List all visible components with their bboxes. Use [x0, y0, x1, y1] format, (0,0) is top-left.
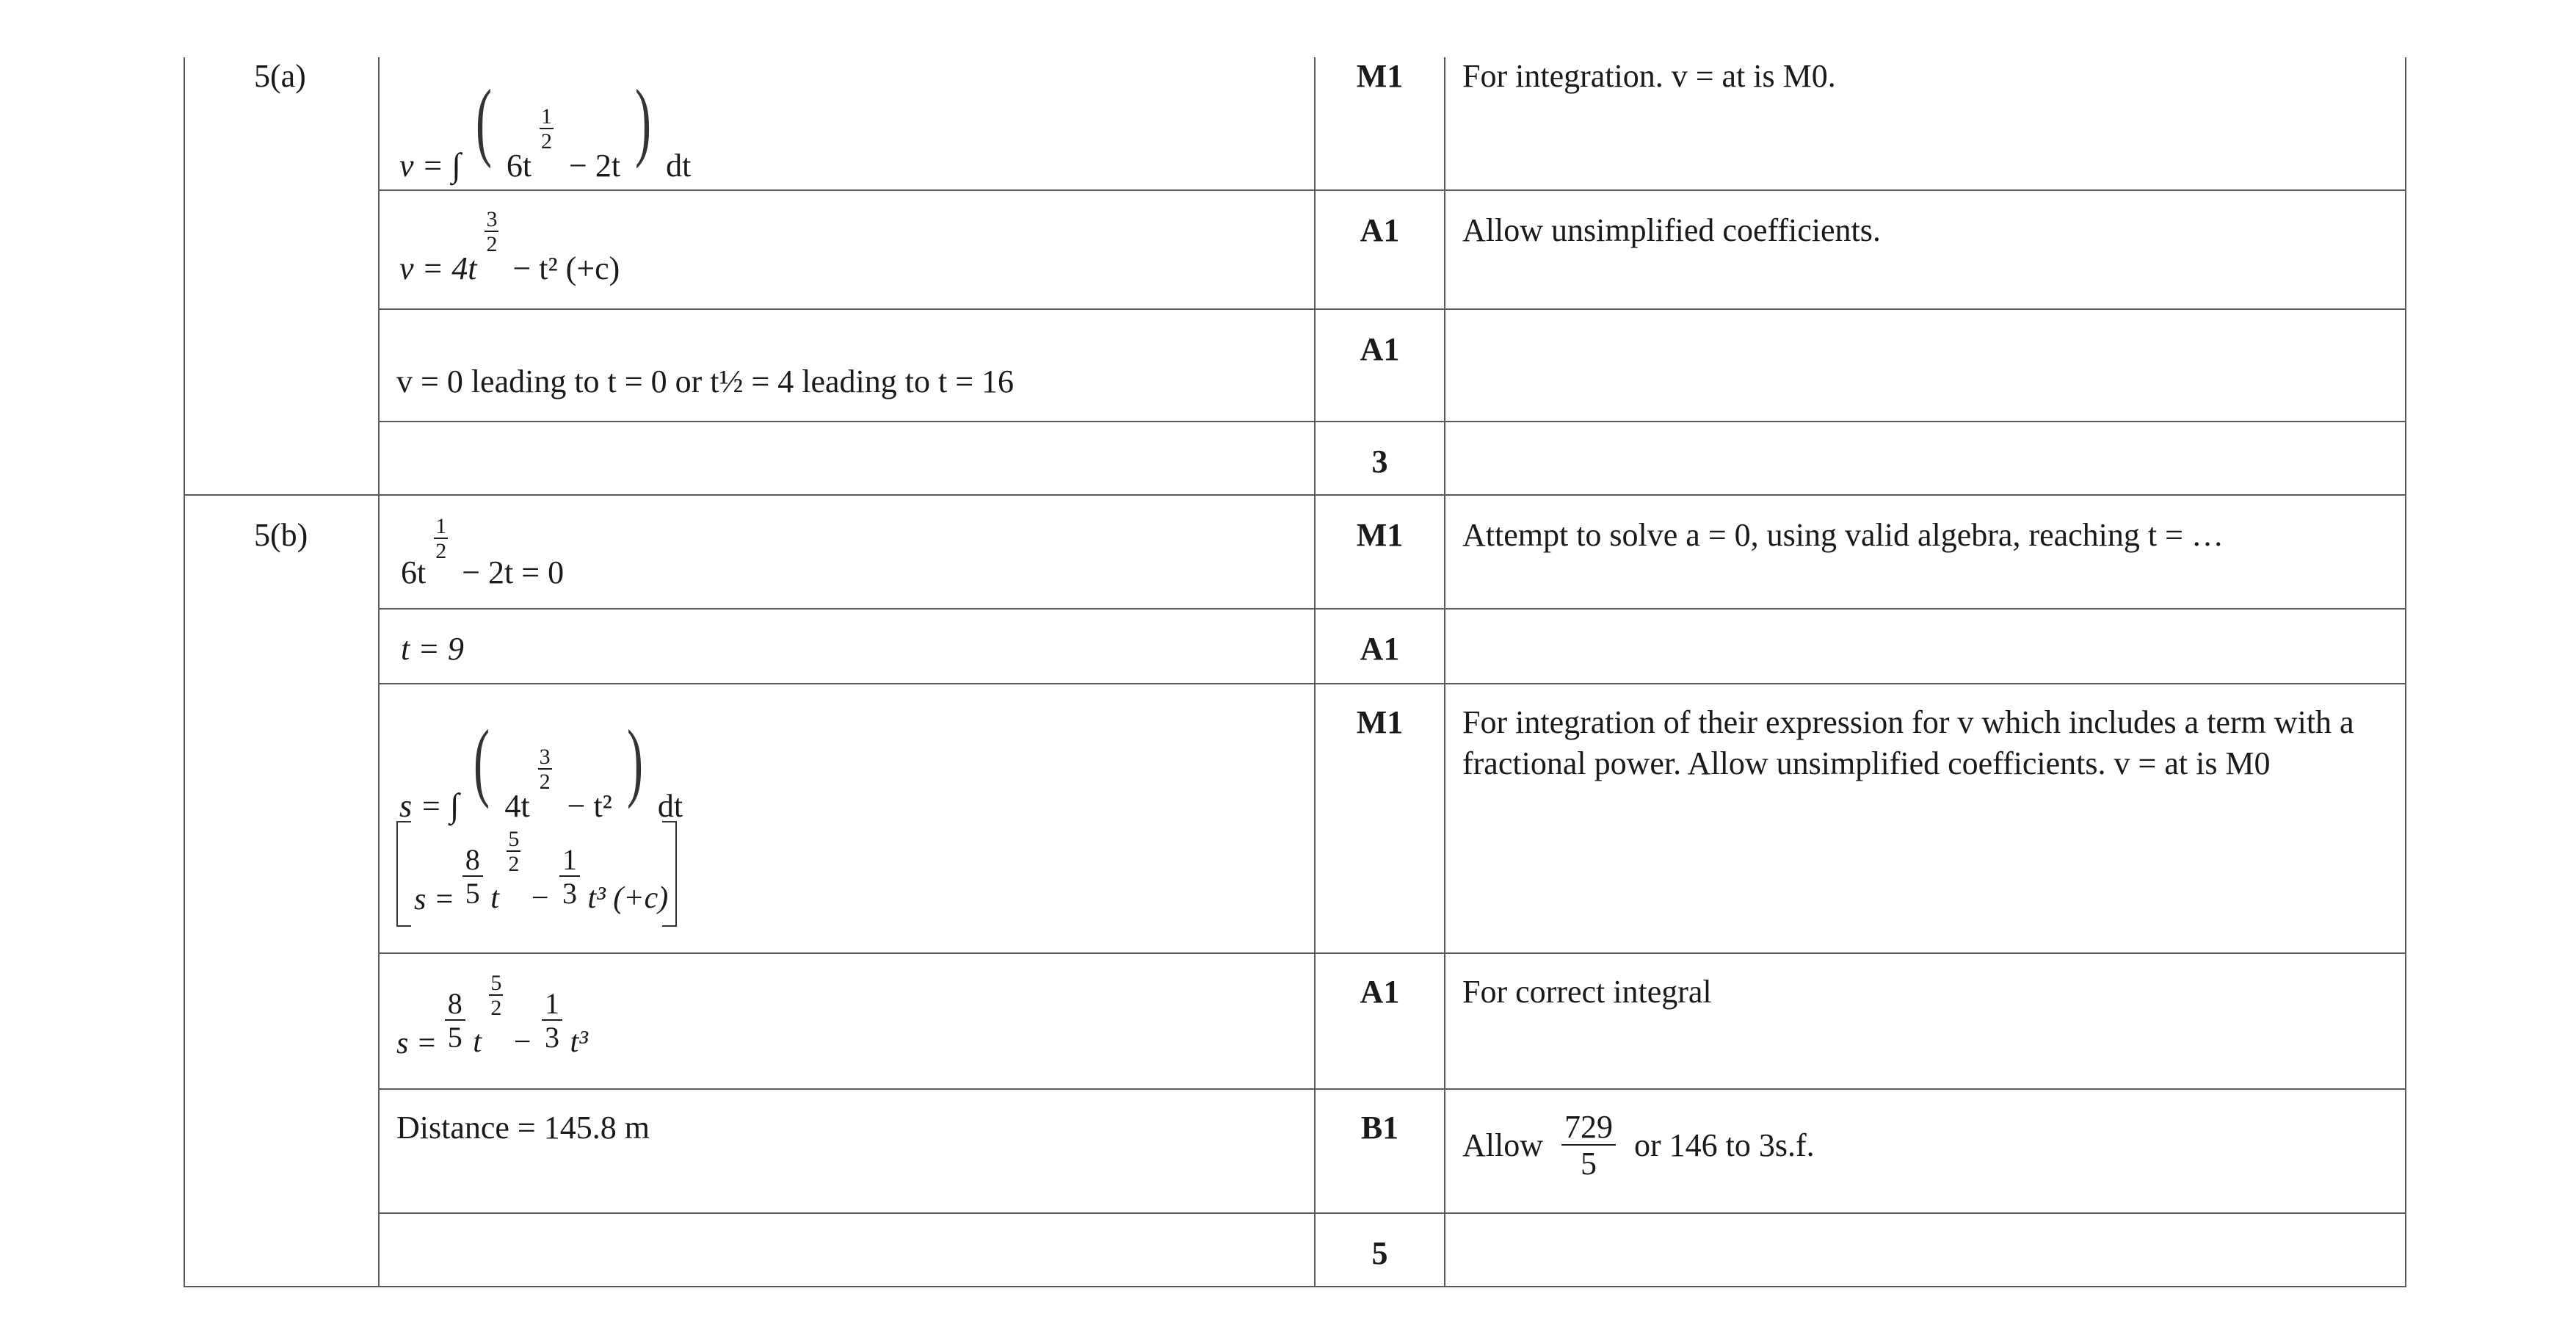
math-variable: t	[490, 880, 499, 915]
answer-expression	[399, 207, 620, 287]
fraction-denominator: 3	[559, 875, 580, 909]
table-border-right	[2405, 57, 2406, 1287]
row-divider	[378, 308, 2406, 310]
fraction-numerator: 1	[562, 843, 578, 876]
mark-code: M1	[1356, 58, 1404, 94]
integral-sign: ∫	[449, 786, 460, 824]
guidance-text: Attempt to solve a = 0, using valid algebra, reaching t = …	[1462, 517, 2224, 553]
mark-code: A1	[1360, 631, 1400, 667]
fraction-numerator: 8	[465, 843, 480, 876]
math-term: − t² (+c)	[512, 250, 620, 287]
answer-text: Distance = 145.8 m	[396, 1110, 650, 1146]
fraction-numerator: 729	[1564, 1109, 1613, 1145]
exponent-fraction	[489, 972, 503, 1019]
guidance-text: For integration of their expression for v which includes a term with a fractional power. Allow unsimplified coefficients. v = at is M0	[1462, 704, 2354, 781]
differential: dt	[657, 788, 683, 824]
question-number: 5(b)	[254, 517, 308, 553]
answer-expression	[399, 66, 692, 184]
answer-expression	[399, 706, 683, 824]
math-term: − 2t	[569, 148, 621, 184]
square-bracket-left	[396, 821, 411, 927]
coefficient-fraction	[445, 988, 465, 1053]
exponent-fraction	[507, 828, 520, 875]
coefficient-fraction	[462, 845, 483, 909]
math-term: − t²	[567, 788, 612, 824]
exponent-denominator: 2	[490, 996, 502, 1020]
mark-total: 5	[1371, 1235, 1388, 1271]
left-paren: (	[475, 71, 492, 169]
math-lhs: v = 4t	[399, 250, 477, 287]
row-divider	[378, 683, 2406, 684]
math-term: 6t	[401, 554, 427, 591]
exponent-denominator: 2	[486, 232, 498, 256]
question-column-left	[184, 57, 185, 496]
guidance-text: For integration. v = at is M0.	[1462, 58, 1836, 94]
mark-code: A1	[1360, 331, 1400, 367]
exponent-numerator: 5	[508, 827, 520, 851]
mark-code: A1	[1360, 974, 1400, 1010]
math-term: − 2t = 0	[462, 554, 565, 591]
answer-expression	[414, 824, 669, 916]
guidance-column-divider	[1444, 57, 1445, 1287]
mark-code: M1	[1356, 704, 1404, 740]
exponent-numerator: 1	[435, 514, 447, 538]
answer-column-divider	[378, 57, 380, 1287]
mark-code: A1	[1360, 212, 1400, 248]
exponent-denominator: 2	[541, 129, 553, 153]
answer-text: v = 0 leading to t = 0 or t½ = 4 leading to t = 16	[396, 364, 1015, 399]
coefficient-fraction	[559, 845, 580, 909]
math-operator: −	[513, 1024, 531, 1059]
right-paren: )	[635, 71, 652, 169]
table-border-left	[184, 494, 185, 1287]
exponent-fraction	[485, 209, 498, 256]
answer-text: t = 9	[401, 631, 464, 667]
fraction-denominator: 3	[542, 1019, 562, 1053]
guidance-text: Allow unsimplified coefficients.	[1462, 212, 1881, 248]
table-border-bottom	[184, 1286, 2406, 1287]
math-variable: t	[473, 1024, 482, 1059]
exponent-fraction	[540, 106, 554, 153]
guidance-text: For correct integral	[1462, 974, 1712, 1010]
answer-expression	[396, 1112, 650, 1144]
differential: dt	[666, 148, 692, 184]
fraction-numerator: 1	[545, 987, 560, 1020]
math-lhs: s =	[399, 788, 442, 824]
math-term: 4t	[504, 788, 530, 824]
question-divider	[184, 494, 2406, 496]
math-term: t³ (+c)	[587, 880, 669, 915]
answer-expression	[401, 514, 565, 591]
exponent-fraction	[538, 746, 552, 793]
row-divider	[378, 1088, 2406, 1090]
mark-code: M1	[1356, 517, 1404, 553]
fraction-denominator: 5	[1561, 1144, 1616, 1181]
math-lhs: s =	[396, 1026, 438, 1060]
left-paren: (	[474, 712, 490, 809]
math-operator: −	[531, 880, 549, 915]
exponent-denominator: 2	[539, 769, 551, 794]
row-divider	[378, 608, 2406, 610]
coefficient-fraction	[542, 988, 562, 1053]
math-lhs: s =	[414, 882, 455, 916]
fraction	[1561, 1110, 1616, 1181]
fraction-denominator: 5	[445, 1019, 465, 1053]
answer-expression	[401, 633, 464, 665]
fraction-denominator: 5	[462, 875, 483, 909]
mark-code: B1	[1360, 1110, 1399, 1146]
right-paren: )	[626, 712, 643, 809]
row-divider	[378, 189, 2406, 191]
fraction-numerator: 8	[447, 987, 462, 1020]
answer-expression	[396, 968, 588, 1060]
mark-total: 3	[1371, 444, 1388, 480]
exponent-numerator: 5	[490, 971, 502, 995]
row-divider	[378, 1212, 2406, 1214]
exponent-denominator: 2	[435, 539, 447, 563]
exponent-numerator: 3	[539, 744, 551, 769]
row-divider	[378, 421, 2406, 422]
exponent-fraction	[434, 516, 448, 563]
question-number: 5(a)	[254, 58, 306, 94]
row-divider	[378, 952, 2406, 954]
guidance-suffix: or 146 to 3s.f.	[1634, 1127, 1815, 1164]
exponent-denominator: 2	[508, 852, 520, 876]
guidance-allow	[1462, 1110, 2395, 1181]
math-term: t³	[570, 1024, 588, 1059]
math-term: 6t	[506, 148, 532, 184]
math-lhs: v =	[399, 148, 444, 184]
answer-expression	[396, 335, 1015, 399]
exponent-numerator: 1	[541, 104, 553, 129]
exponent-numerator: 3	[486, 207, 498, 231]
guidance-prefix: Allow	[1462, 1127, 1543, 1164]
integral-sign: ∫	[451, 146, 461, 184]
